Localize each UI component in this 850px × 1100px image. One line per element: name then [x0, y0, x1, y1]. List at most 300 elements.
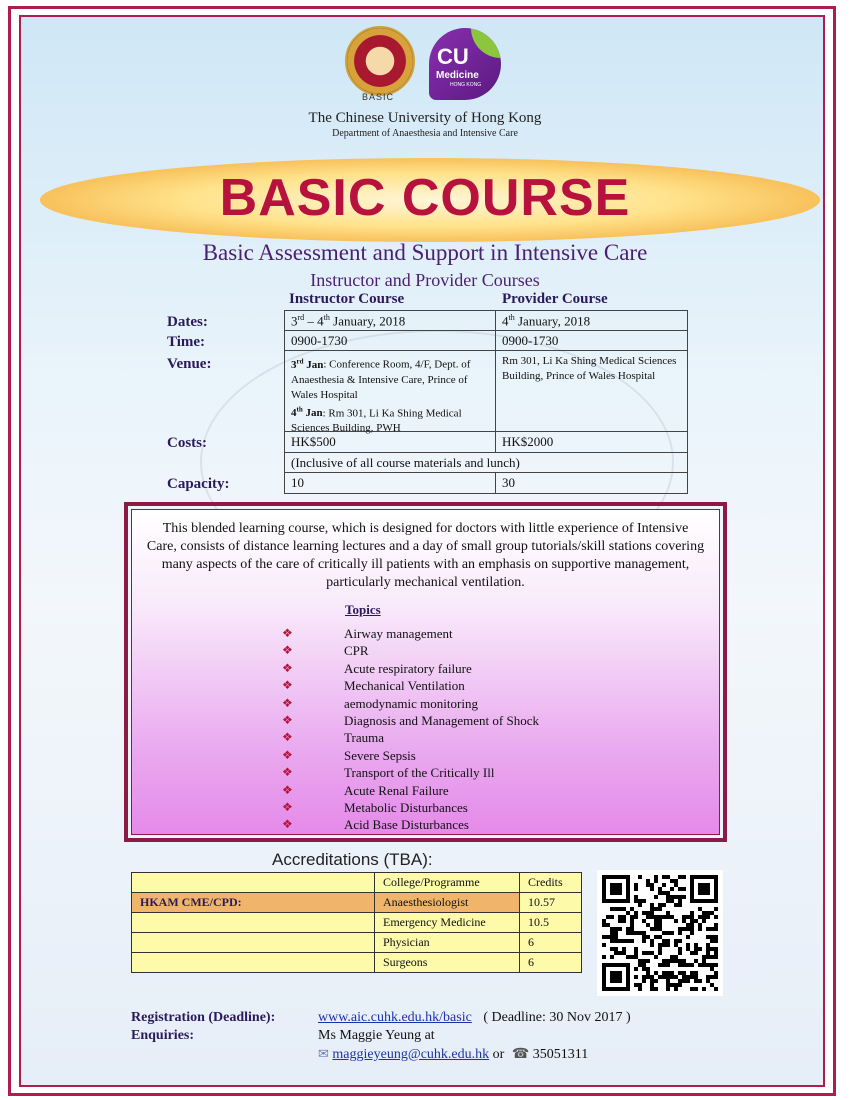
qr-module — [654, 919, 658, 923]
qr-module — [670, 931, 674, 935]
qr-module — [654, 923, 658, 927]
qr-module — [622, 915, 626, 919]
qr-module — [686, 927, 690, 931]
qr-module — [622, 951, 626, 955]
qr-module — [690, 963, 694, 967]
qr-module — [626, 899, 630, 903]
instructor-heading: Instructor Course — [289, 291, 405, 307]
qr-module — [626, 983, 630, 987]
qr-module — [658, 907, 662, 911]
qr-module — [670, 899, 674, 903]
qr-module — [658, 935, 662, 939]
course-title: BASIC COURSE — [219, 169, 631, 227]
qr-module — [630, 907, 634, 911]
qr-module — [702, 887, 706, 891]
qr-module — [614, 883, 618, 887]
department-name: Department of Anaesthesia and Intensive Care — [332, 128, 518, 139]
qr-module — [626, 895, 630, 899]
qr-module — [686, 935, 690, 939]
credits-cell: 10.57 — [520, 893, 582, 913]
qr-module — [602, 879, 606, 883]
qr-module — [714, 891, 718, 895]
qr-module — [694, 919, 698, 923]
qr-module — [606, 963, 610, 967]
qr-module — [682, 979, 686, 983]
qr-module — [610, 927, 614, 931]
provider-capacity: 30 — [495, 472, 688, 494]
qr-module — [606, 987, 610, 991]
programme-cell: Anaesthesiologist — [375, 893, 520, 913]
qr-module — [678, 951, 682, 955]
qr-module — [622, 899, 626, 903]
table-row — [132, 933, 582, 953]
qr-module — [614, 947, 618, 951]
qr-module — [622, 875, 626, 879]
qr-module — [706, 911, 710, 915]
qr-module — [654, 895, 658, 899]
qr-module — [642, 975, 646, 979]
qr-module — [706, 891, 710, 895]
qr-module — [642, 959, 646, 963]
qr-module — [678, 875, 682, 879]
qr-module — [670, 887, 674, 891]
qr-module — [658, 903, 662, 907]
qr-module — [626, 927, 630, 931]
qr-module — [610, 883, 614, 887]
qr-module — [686, 923, 690, 927]
qr-module — [622, 987, 626, 991]
qr-module — [710, 899, 714, 903]
qr-module — [658, 951, 662, 955]
diamond-bullet-icon: ❖ — [282, 800, 293, 814]
qr-module — [602, 883, 606, 887]
qr-module — [698, 883, 702, 887]
qr-module — [646, 951, 650, 955]
credits-cell: 10.5 — [520, 913, 582, 933]
qr-module — [658, 919, 662, 923]
qr-module — [658, 963, 662, 967]
dates-label: Dates: — [167, 314, 208, 330]
diamond-bullet-icon: ❖ — [282, 678, 293, 693]
qr-module — [602, 923, 606, 927]
qr-module — [678, 927, 682, 931]
description-box — [124, 502, 727, 842]
qr-module — [698, 907, 702, 911]
qr-module — [650, 983, 654, 987]
qr-module — [698, 891, 702, 895]
qr-module — [702, 955, 706, 959]
qr-module — [626, 975, 630, 979]
instructor-dates: 3rd – 4th January, 2018 — [284, 310, 496, 331]
provider-dates: 4th January, 2018 — [495, 310, 688, 331]
qr-module — [646, 915, 650, 919]
qr-module — [690, 911, 694, 915]
qr-module — [690, 875, 694, 879]
qr-module — [666, 943, 670, 947]
qr-module — [674, 959, 678, 963]
qr-module — [666, 979, 670, 983]
qr-module — [618, 975, 622, 979]
costs-label: Costs: — [167, 435, 207, 451]
phone-icon: ☎ — [511, 1047, 530, 1062]
provider-time: 0900-1730 — [495, 330, 688, 351]
qr-module — [606, 915, 610, 919]
qr-module — [706, 979, 710, 983]
qr-module — [634, 887, 638, 891]
qr-module — [686, 947, 690, 951]
instructor-venue: 3rd Jan: Conference Room, 4/F, Dept. of Anaesthesia & Intensive Care, Prince of Wales Hospital 4th Jan: Rm 301, Li Ka Shing Medical Sciences Building, PWH — [284, 350, 496, 432]
diamond-bullet-icon: ❖ — [282, 765, 293, 780]
provider-venue: Rm 301, Li Ka Shing Medical Sciences Building, Prince of Wales Hospital — [495, 350, 688, 432]
qr-module — [678, 903, 682, 907]
qr-module — [638, 899, 642, 903]
qr-module — [654, 907, 658, 911]
qr-module — [618, 919, 622, 923]
qr-module — [670, 955, 674, 959]
qr-module — [630, 955, 634, 959]
course-subtitle-2: Instructor and Provider Courses — [310, 270, 540, 290]
qr-module — [642, 919, 646, 923]
basic-logo-text: BASIC — [361, 92, 394, 102]
qr-module — [610, 915, 614, 919]
qr-code[interactable] — [597, 870, 723, 996]
programme-cell: Surgeons — [375, 953, 520, 973]
qr-module — [714, 947, 718, 951]
qr-module — [690, 887, 694, 891]
qr-module — [710, 939, 714, 943]
qr-module — [698, 899, 702, 903]
qr-module — [614, 907, 618, 911]
qr-module — [682, 971, 686, 975]
header-credits: Credits — [520, 873, 582, 893]
qr-module — [634, 967, 638, 971]
qr-module — [614, 951, 618, 955]
qr-module — [702, 963, 706, 967]
qr-module — [614, 887, 618, 891]
qr-module — [654, 879, 658, 883]
qr-module — [670, 879, 674, 883]
qr-module — [698, 947, 702, 951]
qr-module — [714, 963, 718, 967]
qr-module — [626, 887, 630, 891]
qr-module — [602, 943, 606, 947]
qr-module — [674, 975, 678, 979]
qr-module — [650, 943, 654, 947]
qr-module — [714, 915, 718, 919]
qr-module — [686, 915, 690, 919]
qr-module — [646, 959, 650, 963]
qr-module — [614, 987, 618, 991]
qr-module — [622, 939, 626, 943]
qr-module — [638, 931, 642, 935]
qr-module — [686, 979, 690, 983]
qr-module — [662, 931, 666, 935]
qr-module — [682, 919, 686, 923]
qr-module — [666, 895, 670, 899]
qr-module — [706, 935, 710, 939]
qr-module — [662, 875, 666, 879]
qr-module — [646, 935, 650, 939]
qr-module — [706, 963, 710, 967]
qr-module — [682, 975, 686, 979]
qr-module — [622, 947, 626, 951]
qr-module — [706, 927, 710, 931]
qr-module — [602, 919, 606, 923]
qr-module — [690, 895, 694, 899]
qr-module — [602, 935, 606, 939]
qr-module — [650, 907, 654, 911]
instructor-time: 0900-1730 — [284, 330, 496, 351]
qr-module — [710, 875, 714, 879]
qr-module — [602, 875, 606, 879]
qr-module — [646, 971, 650, 975]
qr-module — [694, 979, 698, 983]
qr-module — [638, 987, 642, 991]
qr-module — [694, 971, 698, 975]
qr-module — [602, 971, 606, 975]
qr-module — [674, 939, 678, 943]
qr-module — [614, 975, 618, 979]
qr-module — [610, 875, 614, 879]
qr-module — [690, 899, 694, 903]
topic-label: Severe Sepsis — [344, 747, 416, 763]
qr-module — [602, 987, 606, 991]
diamond-bullet-icon: ❖ — [282, 747, 293, 762]
qr-module — [666, 939, 670, 943]
qr-module — [662, 971, 666, 975]
qr-module — [694, 951, 698, 955]
qr-module — [690, 923, 694, 927]
qr-module — [662, 963, 666, 967]
qr-module — [666, 963, 670, 967]
qr-module — [634, 895, 638, 899]
qr-module — [682, 959, 686, 963]
org-cell — [132, 953, 375, 973]
qr-module — [654, 875, 658, 879]
qr-module — [614, 971, 618, 975]
qr-module — [618, 907, 622, 911]
qr-module — [650, 939, 654, 943]
qr-module — [658, 975, 662, 979]
qr-module — [618, 887, 622, 891]
topic-label: aemodynamic monitoring — [344, 695, 478, 711]
qr-module — [626, 931, 630, 935]
qr-module — [666, 959, 670, 963]
header-programme: College/Programme — [375, 873, 520, 893]
qr-module — [614, 939, 618, 943]
qr-module — [706, 947, 710, 951]
qr-module — [650, 883, 654, 887]
diamond-bullet-icon: ❖ — [282, 643, 293, 658]
qr-module — [602, 963, 606, 967]
topic-label: Metabolic Disturbances — [344, 800, 468, 815]
qr-module — [634, 899, 638, 903]
topics-title: Topics — [345, 602, 381, 617]
qr-module — [630, 919, 634, 923]
or-text: or — [492, 1047, 505, 1062]
qr-module — [702, 899, 706, 903]
org-cell: HKAM CME/CPD: — [132, 893, 375, 913]
qr-module — [714, 951, 718, 955]
qr-module — [674, 919, 678, 923]
qr-module — [714, 887, 718, 891]
qr-module — [706, 955, 710, 959]
qr-module — [602, 899, 606, 903]
qr-module — [702, 959, 706, 963]
qr-module — [610, 947, 614, 951]
qr-module — [614, 927, 618, 931]
qr-module — [682, 927, 686, 931]
contact-line — [318, 1046, 588, 1063]
qr-module — [642, 899, 646, 903]
qr-module — [626, 971, 630, 975]
qr-module — [662, 975, 666, 979]
qr-module — [650, 927, 654, 931]
qr-module — [642, 911, 646, 915]
qr-module — [698, 887, 702, 891]
qr-module — [702, 891, 706, 895]
qr-module — [602, 975, 606, 979]
venue-label: Venue: — [167, 356, 212, 372]
cost-note: (Inclusive of all course materials and lunch) — [284, 452, 688, 473]
qr-module — [626, 879, 630, 883]
qr-module — [626, 979, 630, 983]
qr-module — [698, 963, 702, 967]
qr-module — [702, 883, 706, 887]
table-row — [132, 953, 582, 973]
qr-module — [686, 975, 690, 979]
envelope-icon: ✉ — [318, 1046, 329, 1061]
qr-module — [654, 987, 658, 991]
qr-module — [674, 983, 678, 987]
qr-module — [710, 955, 714, 959]
qr-module — [618, 987, 622, 991]
accreditations-table — [131, 872, 582, 973]
qr-module — [610, 907, 614, 911]
qr-module — [618, 979, 622, 983]
qr-module — [626, 939, 630, 943]
qr-module — [706, 883, 710, 887]
qr-module — [634, 911, 638, 915]
qr-module — [630, 939, 634, 943]
qr-module — [630, 927, 634, 931]
qr-module — [714, 907, 718, 911]
qr-module — [634, 931, 638, 935]
qr-module — [626, 891, 630, 895]
qr-module — [622, 919, 626, 923]
course-subtitle: Basic Assessment and Support in Intensive Care — [202, 240, 648, 265]
credits-cell: 6 — [520, 953, 582, 973]
qr-module — [658, 943, 662, 947]
qr-module — [666, 915, 670, 919]
qr-module — [662, 891, 666, 895]
cu-logo-text: CU — [437, 44, 469, 69]
qr-module — [714, 939, 718, 943]
org-cell — [132, 933, 375, 953]
email-link[interactable]: maggieyeung@cuhk.edu.hk — [332, 1047, 490, 1062]
qr-module — [646, 911, 650, 915]
qr-module — [634, 975, 638, 979]
qr-module — [666, 983, 670, 987]
qr-module — [658, 915, 662, 919]
qr-module — [618, 891, 622, 895]
diamond-bullet-icon: ❖ — [282, 626, 293, 640]
qr-module — [674, 943, 678, 947]
qr-module — [674, 955, 678, 959]
qr-module — [682, 915, 686, 919]
qr-module — [634, 955, 638, 959]
qr-module — [658, 891, 662, 895]
qr-module — [614, 935, 618, 939]
qr-module — [666, 931, 670, 935]
qr-module — [602, 955, 606, 959]
qr-module — [690, 951, 694, 955]
qr-module — [646, 967, 650, 971]
leaf-icon — [471, 28, 501, 58]
registration-link[interactable]: www.aic.cuhk.edu.hk/basic — [318, 1010, 472, 1025]
topic-label: Airway management — [344, 626, 453, 641]
qr-module — [618, 875, 622, 879]
qr-module — [658, 923, 662, 927]
qr-module — [690, 931, 694, 935]
table-row — [132, 893, 582, 913]
qr-module — [650, 951, 654, 955]
qr-module — [702, 915, 706, 919]
qr-module — [674, 987, 678, 991]
qr-module — [666, 971, 670, 975]
diamond-bullet-icon: ❖ — [282, 782, 293, 797]
qr-module — [674, 903, 678, 907]
topic-label: Mechanical Ventilation — [344, 678, 465, 694]
qr-module — [638, 959, 642, 963]
qr-module — [690, 879, 694, 883]
qr-module — [682, 875, 686, 879]
qr-module — [714, 935, 718, 939]
qr-module — [674, 879, 678, 883]
qr-module — [714, 927, 718, 931]
qr-module — [610, 955, 614, 959]
qr-module — [694, 947, 698, 951]
qr-module — [670, 959, 674, 963]
qr-module — [602, 967, 606, 971]
qr-module — [610, 963, 614, 967]
qr-code-icon — [597, 870, 723, 996]
qr-module — [618, 939, 622, 943]
instructor-capacity: 10 — [284, 472, 496, 494]
qr-module — [706, 943, 710, 947]
qr-module — [678, 939, 682, 943]
qr-module — [670, 915, 674, 919]
qr-module — [610, 931, 614, 935]
topic-label: Diagnosis and Management of Shock — [344, 713, 539, 728]
qr-module — [618, 883, 622, 887]
qr-module — [642, 963, 646, 967]
phone-number: 35051311 — [532, 1047, 589, 1062]
qr-module — [654, 927, 658, 931]
org-cell — [132, 913, 375, 933]
qr-module — [706, 875, 710, 879]
cu-medicine-logo — [429, 28, 501, 100]
qr-module — [630, 923, 634, 927]
registration-line — [318, 1010, 631, 1026]
qr-module — [682, 887, 686, 891]
diamond-bullet-icon: ❖ — [282, 730, 293, 745]
qr-module — [682, 895, 686, 899]
qr-module — [630, 931, 634, 935]
qr-module — [698, 927, 702, 931]
qr-module — [698, 979, 702, 983]
qr-module — [714, 955, 718, 959]
